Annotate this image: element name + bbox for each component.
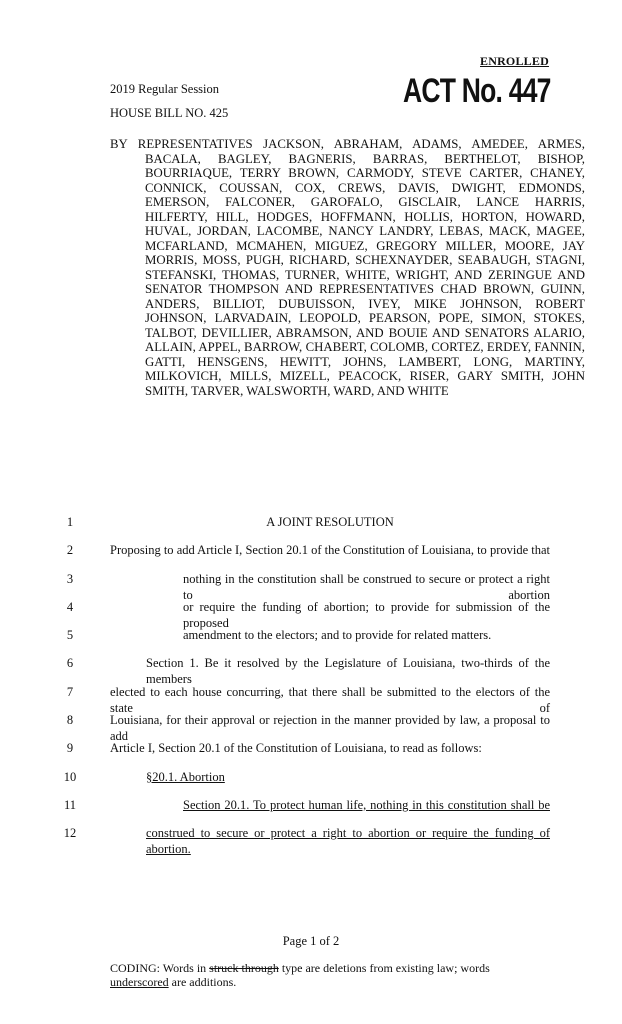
- bill-line: [0, 797, 622, 825]
- bill-line: [0, 514, 622, 542]
- session-label: 2019 Regular Session: [110, 82, 220, 96]
- coding-suffix: are additions.: [168, 975, 237, 989]
- bill-line: [0, 684, 622, 715]
- line-number: 5: [66, 628, 74, 643]
- line-number: 7: [66, 684, 74, 699]
- coding-middle: type are deletions from existing law; words: [278, 961, 490, 975]
- line-text: elected to each house concurring, that there shall be submitted to the electors of the state of: [110, 684, 550, 715]
- bill-line: [0, 599, 622, 630]
- line-number: 10: [63, 769, 77, 784]
- bill-line: [0, 627, 622, 655]
- line-number: 11: [63, 797, 77, 812]
- page-number: Page 1 of 2: [282, 934, 340, 948]
- bill-number: HOUSE BILL NO. 425: [110, 106, 229, 120]
- bill-line: [0, 542, 622, 570]
- line-text: construed to secure or protect a right to abortion or require the funding of abortion.: [146, 826, 550, 857]
- bill-body: [0, 514, 622, 857]
- line-number: 6: [66, 656, 74, 671]
- sponsors-list: BY REPRESENTATIVES JACKSON, ABRAHAM, ADAMS, AMEDEE, ARMES, BACALA, BAGLEY, BAGNERIS, BARRAS, BERTHELOT, BISHOP, BOURRIAQUE, TERRY BROWN, CARMODY, STEVE CARTER, CHANEY, CONNICK, COUSSAN, COX, CREWS, DAVIS, DWIGHT, EDMONDS, EMERSON, FALCONER, GAROFALO, GISCLAIR, LANCE HARRIS, HILFERTY, HILL, HODGES, HOFFMANN, HOLLIS, HORTON, HOWARD, HUVAL, JORDAN, LACOMBE, NANCY LANDRY, LEBAS, MACK, MAGEE, MCFARLAND, MCMAHEN, MIGUEZ, GREGORY MILLER, MOORE, JAY MORRIS, MOSS, PUGH, RICHARD, SCHEXNAYDER, SEABAUGH, STAGNI, STEFANSKI, THOMAS, TURNER, WHITE, WRIGHT, AND ZERINGUE AND SENATOR THOMPSON AND REPRESENTATIVES CHAD BROWN, GUINN, ANDERS, BILLIOT, DUBUISSON, IVEY, MIKE JOHNSON, ROBERT JOHNSON, LARVADAIN, LEOPOLD, PEARSON, POPE, SIMON, STOKES, TALBOT, DEVILLIER, ABRAMSON, AND BOUIE AND SENATORS ALARIO, ALLAIN, APPEL, BARROW, CHABERT, COLOMB, CORTEZ, ERDEY, FANNIN, GATTI, HENSGENS, HEWITT, JOHNS, LAMBERT, LONG, MARTINY, MILKOVICH, MILLS, MIZELL, PEACOCK, RISER, GARY SMITH, JOHN SMITH, TARVER, WALSWORTH, WARD, AND WHITE: [110, 137, 585, 398]
- line-text: Proposing to add Article I, Section 20.1 of the Constitution of Louisiana, to provide that: [110, 543, 550, 558]
- line-text: or require the funding of abortion; to provide for submission of the proposed: [183, 599, 550, 630]
- bill-line: [0, 825, 622, 857]
- line-text: Louisiana, for their approval or rejection in the manner provided by law, a proposal to add: [110, 713, 550, 744]
- bill-line: [0, 740, 622, 768]
- line-text: Article I, Section 20.1 of the Constitution of Louisiana, to read as follows:: [110, 741, 482, 756]
- line-number: 8: [66, 713, 74, 728]
- line-text: amendment to the electors; and to provide for related matters.: [183, 628, 492, 643]
- resolution-title: A JOINT RESOLUTION: [266, 515, 394, 529]
- enrolled-label: ENROLLED: [480, 54, 549, 68]
- coding-note: [110, 961, 550, 989]
- section-heading: §20.1. Abortion: [146, 769, 225, 784]
- line-text: Section 1. Be it resolved by the Legislature of Louisiana, two-thirds of the members: [146, 656, 550, 687]
- line-number: 1: [66, 515, 74, 529]
- coding-prefix: CODING: Words in: [110, 961, 210, 975]
- line-number: 4: [66, 599, 74, 614]
- bill-line: [0, 769, 622, 797]
- bill-line: [0, 712, 622, 744]
- line-number: 9: [66, 741, 74, 756]
- line-text: Section 20.1. To protect human life, nothing in this constitution shall be: [183, 797, 550, 812]
- coding-underscored-example: underscored: [110, 975, 169, 989]
- line-text: nothing in the constitution shall be construed to secure or protect a right to abortion: [183, 571, 550, 602]
- coding-struck-example: struck through: [209, 961, 279, 975]
- line-number: 2: [66, 543, 74, 558]
- line-number: 12: [63, 826, 77, 841]
- act-number: ACT No. 447: [403, 72, 551, 110]
- line-number: 3: [66, 571, 74, 586]
- bill-line: [0, 571, 622, 602]
- bill-line: [0, 655, 622, 687]
